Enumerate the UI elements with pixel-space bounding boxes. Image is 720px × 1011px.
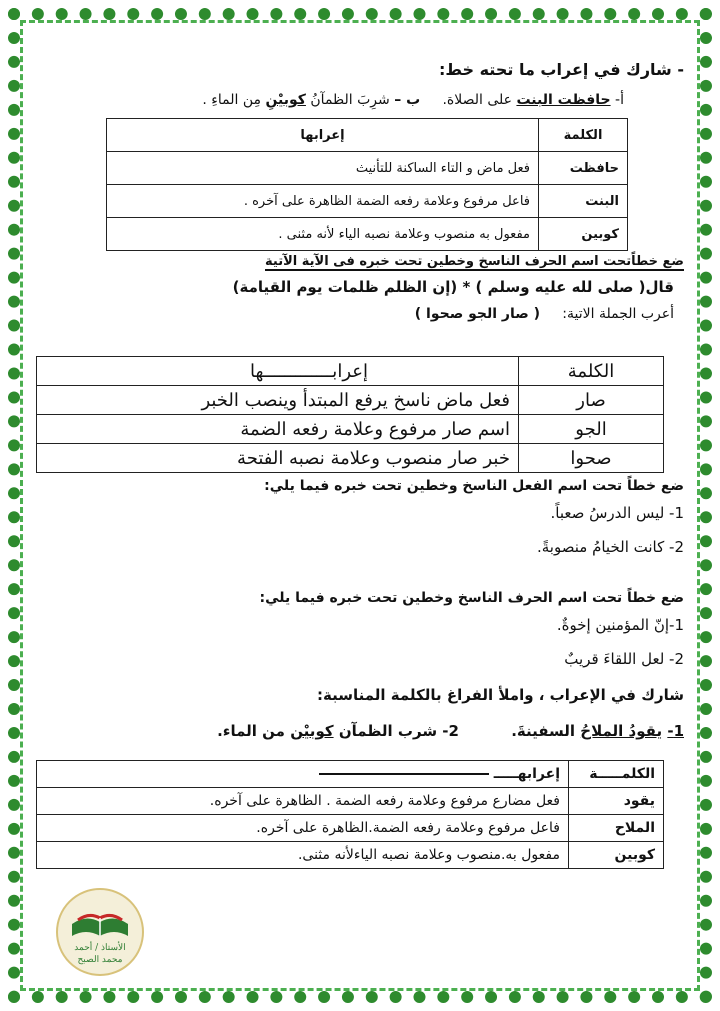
row-parse: اسم صار مرفوع وعلامة رفعه الضمة [37, 415, 519, 444]
section4-item1: 1-إنّ المؤمنين إخوةٌ. [556, 616, 684, 634]
header-parse: إعرابـــــــــــــها [37, 357, 519, 386]
section1-heading: - شارك في إعراب ما تحته خط: [438, 60, 684, 79]
table-row [37, 788, 664, 815]
sentence-b-underlined: كوبيْنِ [265, 92, 306, 108]
table-row [107, 185, 628, 218]
header-word: الكلمة [539, 119, 628, 152]
header-word: الكلمـــــة [569, 761, 664, 788]
table-row [37, 444, 664, 473]
row-parse: فعل ماض ناسخ يرفع المبتدأ وينصب الخبر [37, 386, 519, 415]
sentence-a-underlined: حافظت البنت [516, 92, 611, 108]
table-row [37, 386, 664, 415]
parse-prompt: أعرب الجملة الاتية: [562, 306, 674, 322]
sentence-a-rest: على الصلاة. [442, 92, 512, 108]
row-parse: خبر صار منصوب وعلامة نصبه الفتحة [37, 444, 519, 473]
row-word: صار [519, 386, 664, 415]
section2-instruction: ضع خطاًتحت اسم الحرف الناسخ وخطين تحت خبره فى الآية الآتية [265, 254, 684, 269]
row-parse: فاعل مرفوع وعلامة رفعه الضمة.الظاهرة على آخره. [37, 815, 569, 842]
worksheet [36, 48, 684, 978]
section5-sentences [217, 722, 684, 740]
row-parse: مفعول به منصوب وعلامة نصبه الياء لأنه مثنى . [107, 218, 539, 251]
section2-quote: قال( صلى لله عليه وسلم ) * (إن الظلم ظلمات يوم القيامة) [232, 278, 674, 296]
row-parse: فاعل مرفوع وعلامة رفعه الضمة الظاهرة على آخره . [107, 185, 539, 218]
row-parse: مفعول به.منصوب وعلامة نصبه الياءلأنه مثنى. [37, 842, 569, 869]
open-book-icon [58, 890, 142, 974]
section2-table [36, 356, 664, 473]
sentence1-underlined: يقودُ الملاحُ [580, 722, 663, 740]
table-header-row [37, 761, 664, 788]
section3-item2: 2- كانت الخيامُ منصوبةً. [537, 538, 684, 556]
label-b: ب – [394, 92, 421, 108]
label-a: أ- [615, 92, 624, 108]
row-word: يقود [569, 788, 664, 815]
section4-item2: 2- لعل اللقاءَ قريبٌ [564, 650, 684, 668]
header-word: الكلمة [519, 357, 664, 386]
table-row [37, 842, 664, 869]
header-parse: إعرابها [107, 119, 539, 152]
svg-text:الأستاذ / أحمد: الأستاذ / أحمد [74, 943, 126, 953]
section2-parse-line [415, 306, 674, 322]
section5-instruction: شارك في الإعراب ، واملأ الفراغ بالكلمة المناسبة: [316, 686, 684, 704]
section4-instruction: ضع خطاً تحت اسم الحرف الناسخ وخطين تحت خبره فيما يلي: [259, 590, 684, 606]
section3-item1: 1- ليس الدرسُ صعباً. [550, 504, 684, 522]
row-word: كوبين [539, 218, 628, 251]
sentence1-rest: السفينةَ. [511, 722, 576, 740]
row-parse: فعل مضارع مرفوع وعلامة رفعه الضمة . الظاهرة على آخره. [37, 788, 569, 815]
sentence-b-start: شرِبَ الظمآنُ [310, 92, 390, 108]
sentence1-label: 1- [667, 722, 684, 740]
svg-text:محمد الصبح: محمد الصبح [77, 955, 123, 965]
table-row [37, 415, 664, 444]
sentence2-start: 2- شرب الظمآن [338, 722, 459, 740]
sentence2-underlined: كوبيْن [290, 722, 334, 740]
row-word: البنت [539, 185, 628, 218]
header-parse: إعرابهـــــ [493, 766, 560, 782]
sentence-b-end: مِن الماءِ . [202, 92, 261, 108]
row-word: حافظت [539, 152, 628, 185]
row-word: الملاح [569, 815, 664, 842]
section3-instruction: ضع خطاً تحت اسم الفعل الناسخ وخطين تحت خبره فيما يلي: [264, 478, 684, 494]
sentence2-end: من الماء. [217, 722, 285, 740]
row-word: كوبين [569, 842, 664, 869]
teacher-logo [56, 888, 144, 976]
table-row [107, 218, 628, 251]
row-word: صحوا [519, 444, 664, 473]
table-header-row [107, 119, 628, 152]
section5-table [36, 760, 664, 869]
table-row [107, 152, 628, 185]
header-underline [319, 773, 489, 775]
table-row [37, 815, 664, 842]
row-word: الجو [519, 415, 664, 444]
row-parse: فعل ماض و التاء الساكنة للتأنيث [107, 152, 539, 185]
header-parse-cell [37, 761, 569, 788]
table-header-row [37, 357, 664, 386]
parse-sentence: ( صار الجو صحوا ) [414, 306, 541, 322]
section1-sentence-a [202, 92, 624, 108]
section1-table [106, 118, 628, 251]
